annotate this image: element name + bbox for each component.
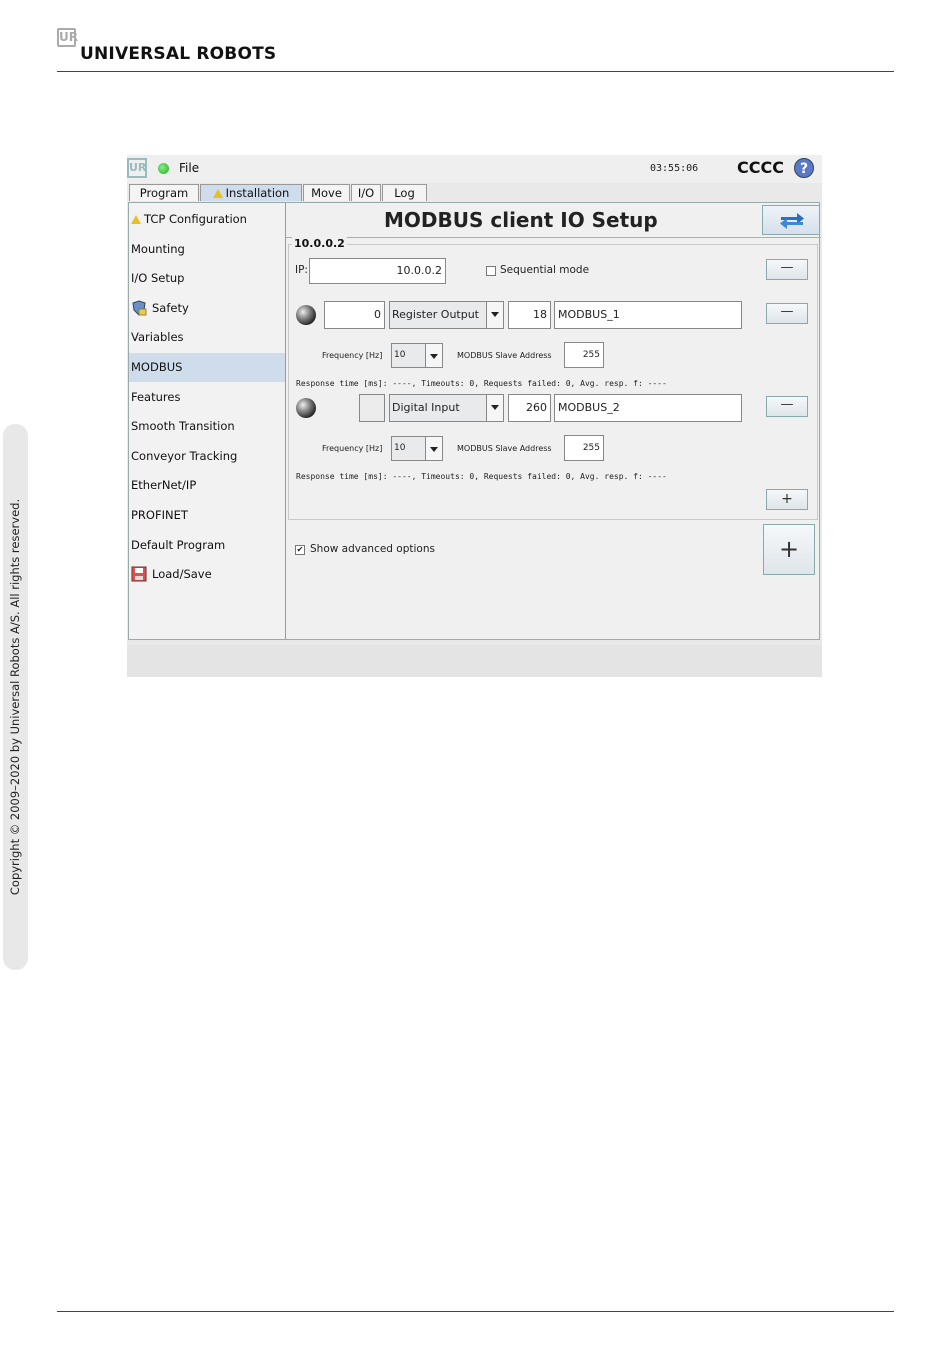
- unit-title: 10.0.0.2: [294, 237, 345, 250]
- installation-frame: [128, 202, 820, 640]
- tab-move[interactable]: Move: [303, 184, 350, 201]
- tab-io[interactable]: I/O: [351, 184, 381, 201]
- signal-type-select[interactable]: [389, 301, 504, 329]
- robot-name: CCCC: [737, 158, 784, 177]
- sequential-mode-label: Sequential mode: [500, 264, 590, 276]
- frequency-value: 10: [394, 350, 406, 360]
- shield-icon: [131, 298, 147, 314]
- signal-stats: Response time [ms]: ----, Timeouts: 0, Requests failed: 0, Avg. resp. f: ----: [296, 472, 667, 481]
- chevron-down-icon: [486, 395, 503, 421]
- frequency-select[interactable]: [391, 343, 443, 368]
- sidebar-item-profinet[interactable]: PROFINET: [131, 508, 188, 522]
- slave-address-input[interactable]: 255: [564, 435, 604, 461]
- ip-label: IP:: [295, 264, 308, 276]
- advanced-options-checkbox[interactable]: ✔: [296, 545, 304, 554]
- chevron-down-icon: [486, 302, 503, 328]
- sidebar-item-ethernet-ip[interactable]: EtherNet/IP: [131, 478, 197, 492]
- signal-address-input[interactable]: 260: [508, 394, 551, 422]
- sidebar-item-load-save[interactable]: [129, 560, 285, 589]
- top-bar: [127, 155, 822, 183]
- slave-address-label: MODBUS Slave Address: [457, 444, 552, 453]
- remove-signal-button[interactable]: —: [766, 396, 808, 417]
- sequential-mode-checkbox[interactable]: [486, 266, 496, 276]
- header-rule: [57, 71, 894, 72]
- add-unit-button[interactable]: +: [763, 524, 815, 575]
- sidebar-item-io-setup[interactable]: I/O Setup: [131, 271, 185, 285]
- signal-value-input[interactable]: [359, 394, 385, 422]
- tab-installation[interactable]: [200, 184, 302, 201]
- warning-icon: [131, 215, 141, 224]
- sidebar-item-default-program[interactable]: Default Program: [131, 538, 226, 552]
- sidebar-item-mounting[interactable]: Mounting: [131, 242, 185, 256]
- sync-arrows-icon: [763, 206, 821, 236]
- file-menu[interactable]: File: [179, 161, 200, 175]
- installation-sidebar: [129, 203, 286, 639]
- robot-status-icon: [158, 163, 169, 174]
- ip-input[interactable]: 10.0.0.2: [309, 258, 446, 284]
- remove-signal-button[interactable]: —: [766, 303, 808, 324]
- signal-type-value: Digital Input: [392, 401, 460, 414]
- advanced-options-label: Show advanced options: [310, 543, 435, 555]
- sidebar-item-safety[interactable]: [129, 294, 285, 323]
- footer-rule: [57, 1311, 894, 1312]
- slave-address-label: MODBUS Slave Address: [457, 351, 552, 360]
- floppy-disk-icon: [131, 564, 147, 580]
- frequency-label: Frequency [Hz]: [322, 351, 383, 360]
- title-separator: [286, 237, 821, 238]
- chevron-down-icon: [425, 344, 442, 367]
- chevron-down-icon: [425, 437, 442, 460]
- sidebar-item-variables[interactable]: Variables: [131, 330, 184, 344]
- ur-logo-icon: UR: [57, 28, 76, 47]
- sidebar-item-smooth-transition[interactable]: Smooth Transition: [131, 419, 235, 433]
- signal-type-value: Register Output: [392, 308, 479, 321]
- tab-log[interactable]: Log: [382, 184, 427, 201]
- page-title: MODBUS client IO Setup: [384, 208, 658, 232]
- signal-type-select[interactable]: [389, 394, 504, 422]
- sidebar-item-features[interactable]: Features: [131, 390, 181, 404]
- sidebar-item-label: Load/Save: [152, 567, 212, 581]
- signal-status-icon: [296, 398, 316, 418]
- polyscope-screenshot: [127, 155, 822, 677]
- sidebar-item-modbus[interactable]: MODBUS: [129, 353, 285, 382]
- copyright-text: Copyright © 2009–2020 by Universal Robots A/S. All rights reserved.: [8, 498, 22, 896]
- add-signal-button[interactable]: +: [766, 489, 808, 510]
- sidebar-item-conveyor-tracking[interactable]: Conveyor Tracking: [131, 449, 238, 463]
- frequency-label: Frequency [Hz]: [322, 444, 383, 453]
- signal-status-icon: [296, 305, 316, 325]
- slave-address-input[interactable]: 255: [564, 342, 604, 368]
- frequency-value: 10: [394, 443, 406, 453]
- refresh-button[interactable]: [762, 205, 820, 235]
- signal-value-input[interactable]: 0: [324, 301, 385, 329]
- sidebar-item-tcp[interactable]: [129, 205, 285, 234]
- signal-stats: Response time [ms]: ----, Timeouts: 0, Requests failed: 0, Avg. resp. f: ----: [296, 379, 667, 388]
- remove-unit-button[interactable]: —: [766, 259, 808, 280]
- sidebar-item-label: Safety: [152, 301, 189, 315]
- signal-name-input[interactable]: MODBUS_1: [554, 301, 742, 329]
- signal-name-input[interactable]: MODBUS_2: [554, 394, 742, 422]
- clock: 03:55:06: [650, 163, 699, 174]
- warning-icon: [213, 189, 223, 198]
- signal-address-input[interactable]: 18: [508, 301, 551, 329]
- frequency-select[interactable]: [391, 436, 443, 461]
- brand-name: UNIVERSAL ROBOTS: [80, 44, 277, 64]
- ur-app-icon: UR: [127, 158, 147, 178]
- help-icon[interactable]: ?: [794, 158, 814, 178]
- sidebar-item-label: TCP Configuration: [144, 212, 247, 226]
- bottom-bar: [127, 645, 822, 677]
- tab-program[interactable]: Program: [129, 184, 199, 201]
- tab-installation-label: Installation: [225, 186, 290, 200]
